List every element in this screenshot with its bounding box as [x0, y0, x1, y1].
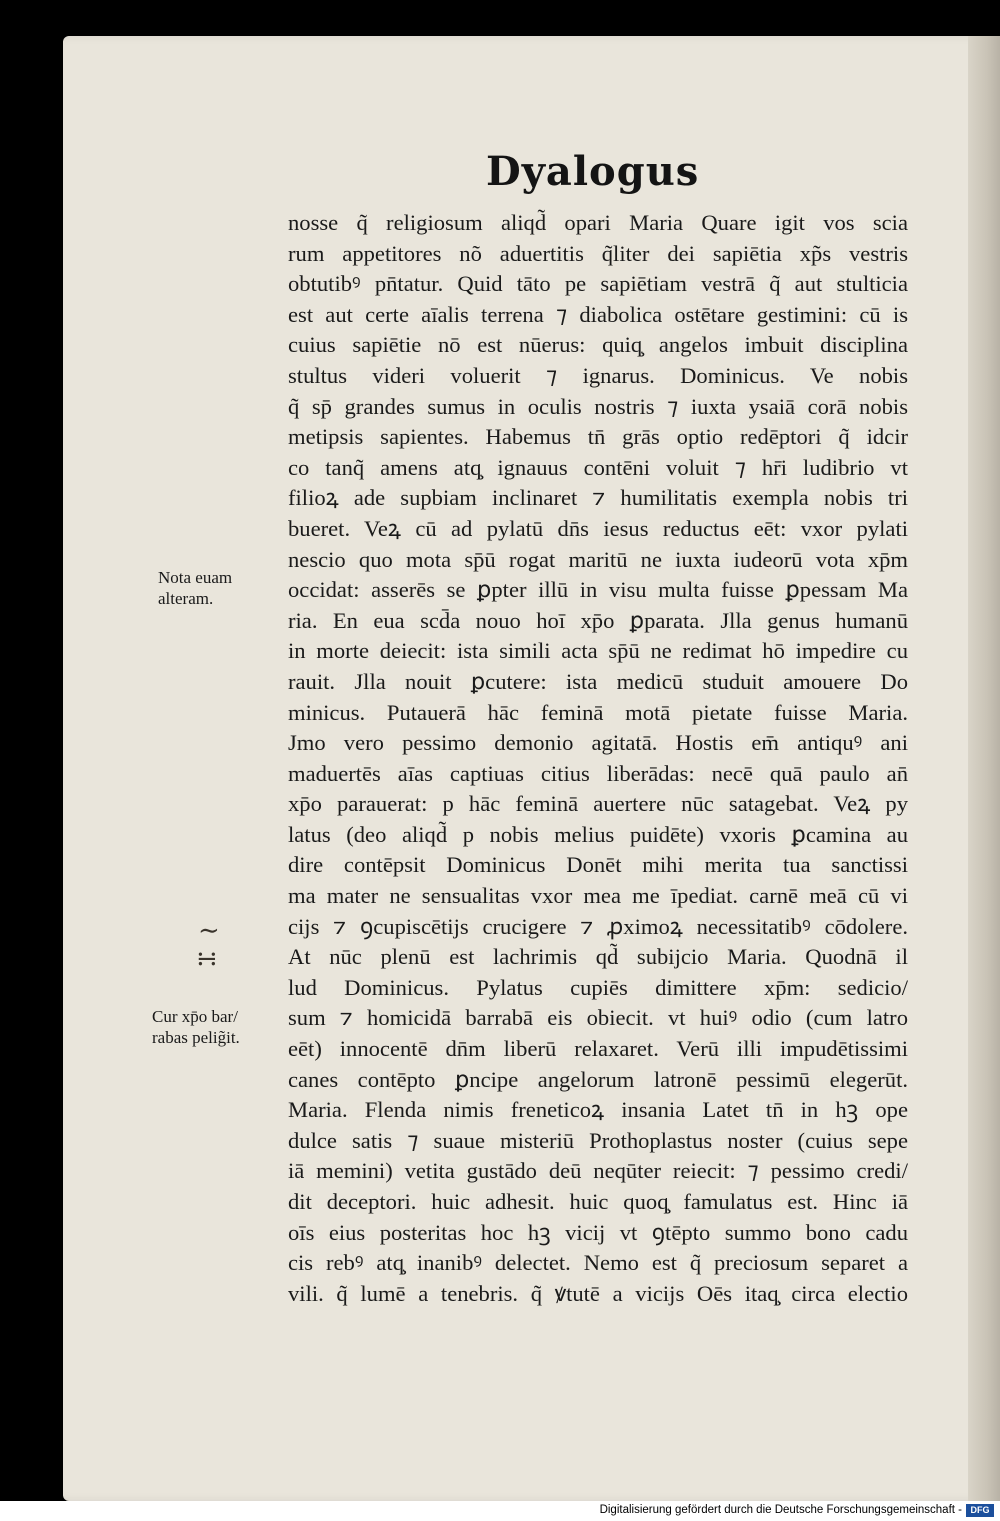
text-line: q̃ sp̄ grandes sumus in oculis nostris ⁊ iuxta ysaiā corā nobis: [288, 393, 908, 419]
text-line: xp̄o parauerat: p hāc feminā auertere nūc satagebat. Veꝝ py: [288, 791, 908, 817]
text-line: cis rebꝰ atq̧ inanibꝰ delectet. Nemo est q̃ preciosum separet a: [288, 1250, 908, 1276]
text-line: Jmo vero pessimo demonio agitatā. Hostis em̄ antiquꝰ ani: [288, 730, 908, 756]
marginal-note-2-line1: Cur xp̄o bar/: [152, 1007, 238, 1026]
text-line: vili. q̃ lumē a tenebris. q̃ ꝟtutē a vicijs Oēs itaq̧ circa electio: [288, 1280, 908, 1306]
text-line: stultus videri voluerit ⁊ ignarus. Dominicus. Ve nobis: [288, 362, 908, 388]
text-line: nosse q̃ religiosum aliqd̃ opari Maria Quare igit vos scia: [288, 210, 908, 235]
text-line: canes contēpto ꝑncipe angelorum latronē pessimū elegerūt.: [288, 1066, 908, 1092]
text-line: occidat: asserēs se ꝑpter illū in visu multa fuisse ꝑpessam Ma: [288, 577, 908, 603]
marginal-note-1: [158, 567, 232, 609]
text-line: rum appetitores nõ aduertitis q̃liter dei sapiētia xp̃s vestris: [288, 240, 908, 266]
text-line: oīs eius posteritas hoc hꝫ vicij vt ꝯtēpto summo bono cadu: [288, 1219, 908, 1245]
text-line: cuius sapiētie nō est nūerus: quiq̧ angelos imbuit disciplina: [288, 332, 908, 358]
text-line: maduertēs aīas captiuas citius liberādas: necē quā paulo an̄: [288, 760, 908, 786]
text-line: est aut certe aīalis terrena ⁊ diabolica ostētare gestimini: cū is: [288, 301, 908, 327]
text-line: dire contēpsit Dominicus Donēt mihi merita tua sanctissi: [288, 852, 908, 878]
dfg-logo-icon: DFG: [966, 1504, 994, 1517]
text-line: Maria. Flenda nimis freneticoꝝ insania Latet tn̄ in hꝫ ope: [288, 1097, 908, 1123]
text-line: eēt) innocentē dn̄m liberū relaxaret. Verū illi impudētissimi: [288, 1036, 908, 1062]
footer-bar: [0, 1501, 1000, 1521]
text-line: minicus. Putauerā hāc feminā motā pietate fuisse Maria.: [288, 699, 908, 725]
text-line: At nūc plenū est lachrimis qd̃ subijcio Maria. Quodnā il: [288, 944, 908, 970]
marginal-note-2: [152, 1006, 240, 1048]
text-line: obtutibꝰ pn̄tatur. Quid tāto pe sapiētiam vestrā q̃ aut stulticia: [288, 271, 908, 297]
text-line: rauit. Jlla nouit ꝑcutere: ista medicū studuit amouere Do: [288, 668, 908, 694]
running-head: Dyalogus: [486, 148, 700, 195]
pen-mark-1: ∼: [198, 916, 220, 945]
text-line: lud Dominicus. Pylatus cupiēs dimittere xp̄m: sedicio/: [288, 974, 908, 1000]
text-line: bueret. Veꝝ cū ad pylatū dn̄s iesus reductus eēt: vxor pylati: [288, 515, 908, 541]
text-line: dulce satis ⁊ suaue misteriū Prothoplastus noster (cuius sepe: [288, 1127, 908, 1153]
text-line: ma mater ne sensualitas vxor mea me īpediat. carnē meā cū vi: [288, 883, 908, 909]
marginal-note-1-line2: alteram.: [158, 589, 214, 608]
marginal-note-2-line2: rabas pelig̃it.: [152, 1028, 240, 1047]
page-edge: [968, 36, 1000, 1501]
text-line: sum ⁊ homicidā barrabā eis obiecit. vt huiꝰ odio (cum latro: [288, 1005, 908, 1031]
text-line: iā memini) vetita gustādo deū neqūter reiecit: ⁊ pessimo credi/: [288, 1158, 908, 1184]
text-line: filioꝝ ade supbiam inclinaret ⁊ humilitatis exempla nobis tri: [288, 485, 908, 511]
text-line: nescio quo mota sp̄ū rogat maritū ne iuxta iudeorū vota xp̄m: [288, 546, 908, 572]
text-line: ria. En eua scd̄a nouo hoī xp̄o ꝑparata. Jlla genus humanū: [288, 607, 908, 633]
text-line: latus (deo aliqd̃ p nobis melius puidēte) vxoris ꝑcamina au: [288, 821, 908, 847]
pen-mark-2: ∺: [196, 944, 218, 973]
text-line: metipsis sapientes. Habemus tn̄ grās optio redēptori q̃ idcir: [288, 424, 908, 450]
footer-credit: Digitalisierung gefördert durch die Deutsche Forschungsgemeinschaft -: [599, 1504, 962, 1516]
text-line: dit deceptori. huic adhesit. huic quoq̧ famulatus est. Hinc iā: [288, 1189, 908, 1214]
text-block: [288, 208, 908, 1309]
text-line: co tanq̃ amens atq̧ ignauus contēni voluit ⁊ hr̄i ludibrio vt: [288, 454, 908, 480]
text-line: in morte deiecit: ista simili acta sp̄ū ne redimat hō impedire cu: [288, 638, 908, 664]
marginal-note-1-line1: Nota euam: [158, 568, 233, 587]
text-line: cijs ⁊ ꝯcupiscētijs crucigere ⁊ ꝓximoꝝ necessitatibꝰ cōdolere.: [288, 913, 908, 939]
